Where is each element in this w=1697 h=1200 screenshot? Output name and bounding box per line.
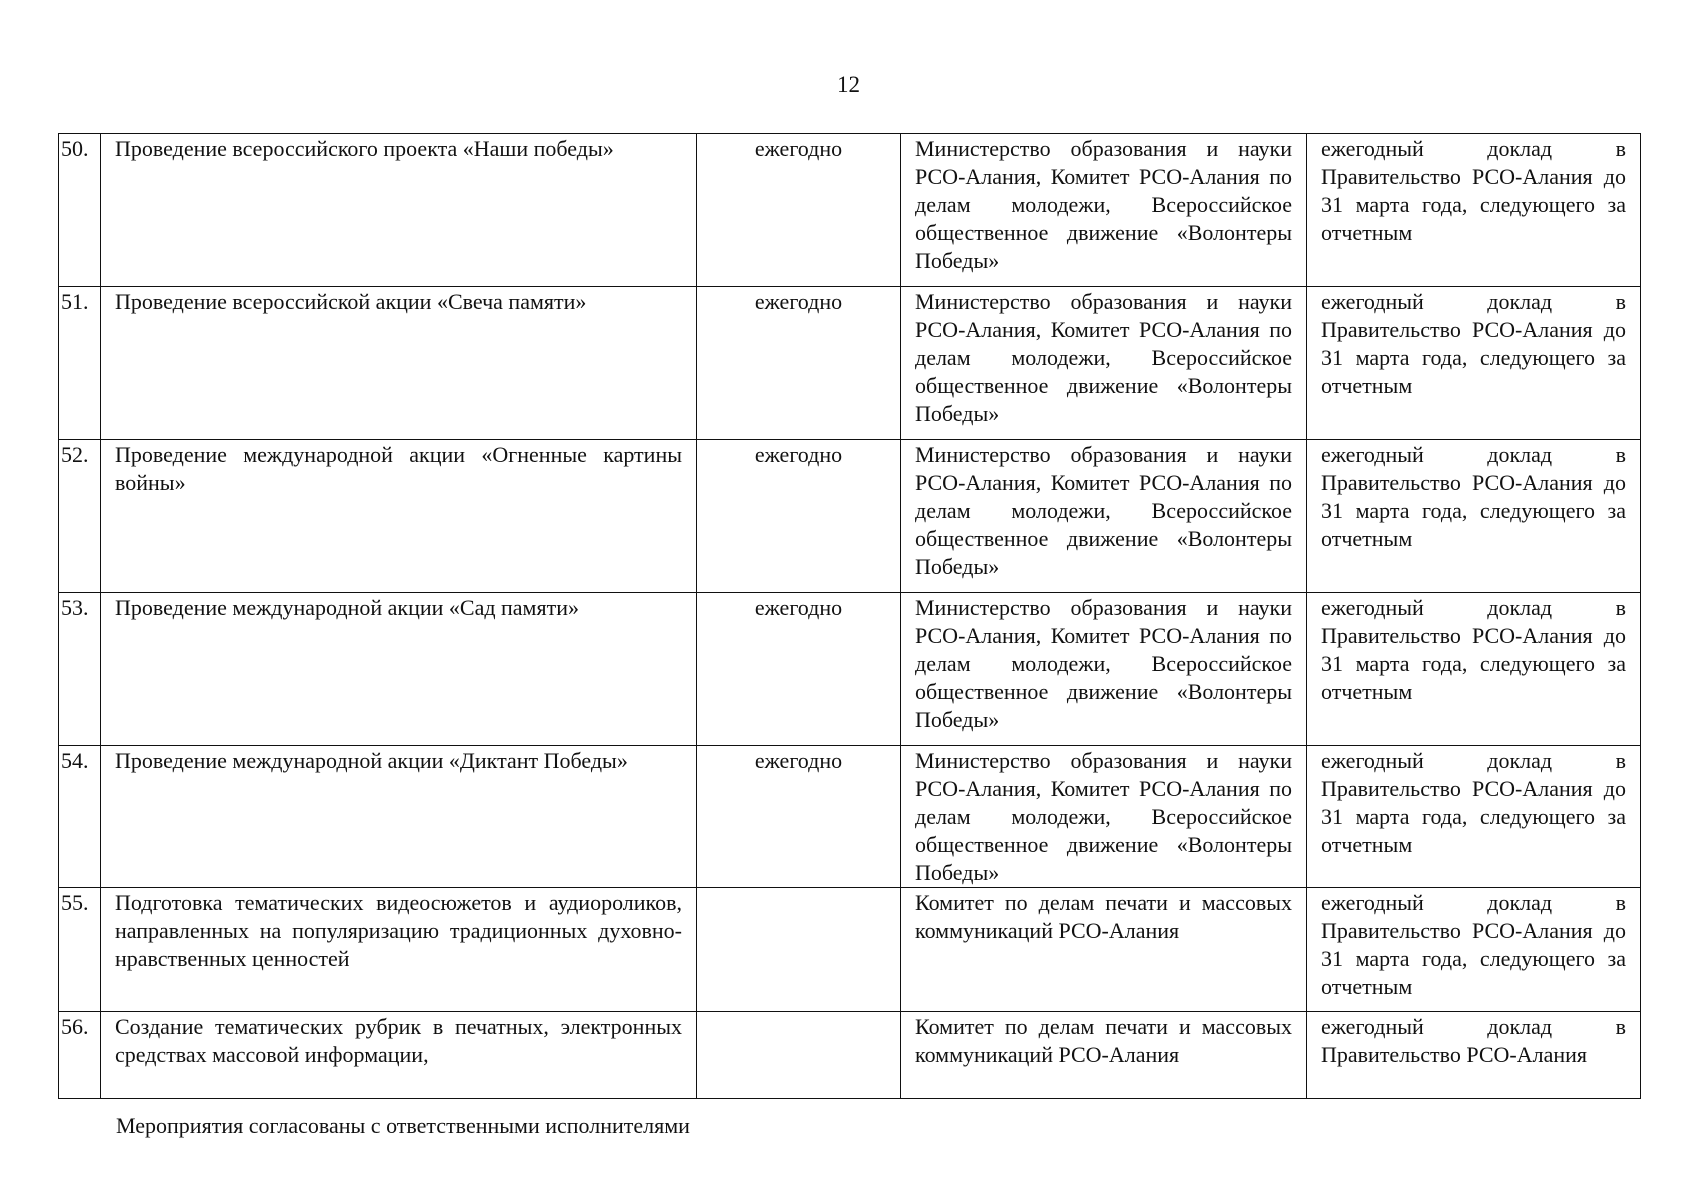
table-row [59,440,1641,593]
table-row [59,593,1641,746]
event-period [697,1012,901,1099]
row-number: 55. [59,888,101,1012]
event-executor: Комитет по делам печати и массовых коммуникаций РСО-Алания [901,1012,1307,1099]
event-period: ежегодно [697,746,901,888]
event-period: ежегодно [697,134,901,287]
row-number: 53. [59,593,101,746]
event-report: ежегодный доклад в Правительство РСО-Алания до 31 марта года, следующего за отчетным [1307,134,1641,287]
table-row [59,888,1641,1012]
event-executor: Министерство образования и науки РСО-Алания, Комитет РСО-Алания по делам молодежи, Всероссийское общественное движение «Волонтеры Победы» [901,593,1307,746]
event-name: Проведение международной акции «Огненные картины войны» [101,440,697,593]
table-row [59,1012,1641,1099]
event-executor: Министерство образования и науки РСО-Алания, Комитет РСО-Алания по делам молодежи, Всероссийское общественное движение «Волонтеры Победы» [901,134,1307,287]
event-executor: Министерство образования и науки РСО-Алания, Комитет РСО-Алания по делам молодежи, Всероссийское общественное движение «Волонтеры Победы» [901,440,1307,593]
event-name: Проведение всероссийской акции «Свеча памяти» [101,287,697,440]
event-name: Подготовка тематических видеосюжетов и аудиороликов, направленных на популяризацию традиционных духовно-нравственных ценностей [101,888,697,1012]
event-report: ежегодный доклад в Правительство РСО-Алания [1307,1012,1641,1099]
event-report: ежегодный доклад в Правительство РСО-Алания до 31 марта года, следующего за отчетным [1307,593,1641,746]
row-number: 56. [59,1012,101,1099]
table-row [59,134,1641,287]
event-period [697,888,901,1012]
measures-table [58,133,1641,1099]
row-number: 54. [59,746,101,888]
row-number: 50. [59,134,101,287]
event-name: Проведение международной акции «Сад памяти» [101,593,697,746]
event-executor: Министерство образования и науки РСО-Алания, Комитет РСО-Алания по делам молодежи, Всероссийское общественное движение «Волонтеры Победы» [901,287,1307,440]
event-period: ежегодно [697,593,901,746]
event-report: ежегодный доклад в Правительство РСО-Алания до 31 марта года, следующего за отчетным [1307,287,1641,440]
event-period: ежегодно [697,440,901,593]
event-name: Проведение всероссийского проекта «Наши победы» [101,134,697,287]
row-number: 52. [59,440,101,593]
event-name: Проведение международной акции «Диктант Победы» [101,746,697,888]
event-period: ежегодно [697,287,901,440]
table-row [59,287,1641,440]
row-number: 51. [59,287,101,440]
event-executor: Министерство образования и науки РСО-Алания, Комитет РСО-Алания по делам молодежи, Всероссийское общественное движение «Волонтеры Победы» [901,746,1307,888]
event-name: Создание тематических рубрик в печатных, электронных средствах массовой информации, [101,1012,697,1099]
event-report: ежегодный доклад в Правительство РСО-Алания до 31 марта года, следующего за отчетным [1307,888,1641,1012]
event-report: ежегодный доклад в Правительство РСО-Алания до 31 марта года, следующего за отчетным [1307,746,1641,888]
page-number: 12 [837,72,860,97]
event-executor: Комитет по делам печати и массовых коммуникаций РСО-Алания [901,888,1307,1012]
event-report: ежегодный доклад в Правительство РСО-Алания до 31 марта года, следующего за отчетным [1307,440,1641,593]
table-row [59,746,1641,888]
footer-note: Мероприятия согласованы с ответственными исполнителями [116,1113,690,1138]
